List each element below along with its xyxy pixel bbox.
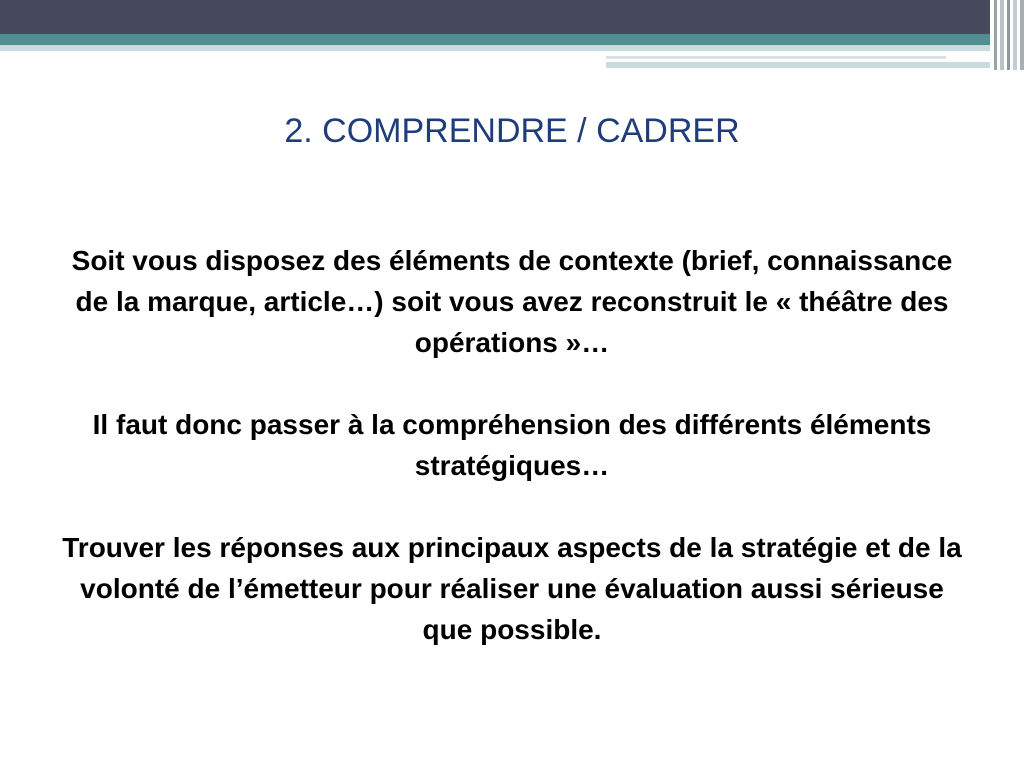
- header-band-light-lower: [606, 62, 1000, 68]
- body-paragraph-3: Trouver les réponses aux principaux aspects de la stratégie et de la volonté de l’émetteur pour réaliser une évaluation aussi sérieuse que possible.: [62, 532, 962, 645]
- header-vertical-stripes: [990, 0, 1024, 70]
- header-band-thin: [606, 56, 946, 59]
- header-band-gap: [606, 51, 1000, 55]
- slide-title: 2. COMPRENDRE / CADRER: [284, 112, 740, 150]
- slide-body: [60, 240, 964, 691]
- body-paragraph-1: Soit vous disposez des éléments de contexte (brief, connaissance de la marque, article…) soit vous avez reconstruit le « théâtre des opérations »…: [71, 245, 953, 358]
- body-paragraph-2: Il faut donc passer à la compréhension des différents éléments stratégiques…: [92, 409, 932, 481]
- header-band-teal: [0, 34, 1024, 45]
- header-band-dark: [0, 0, 1024, 34]
